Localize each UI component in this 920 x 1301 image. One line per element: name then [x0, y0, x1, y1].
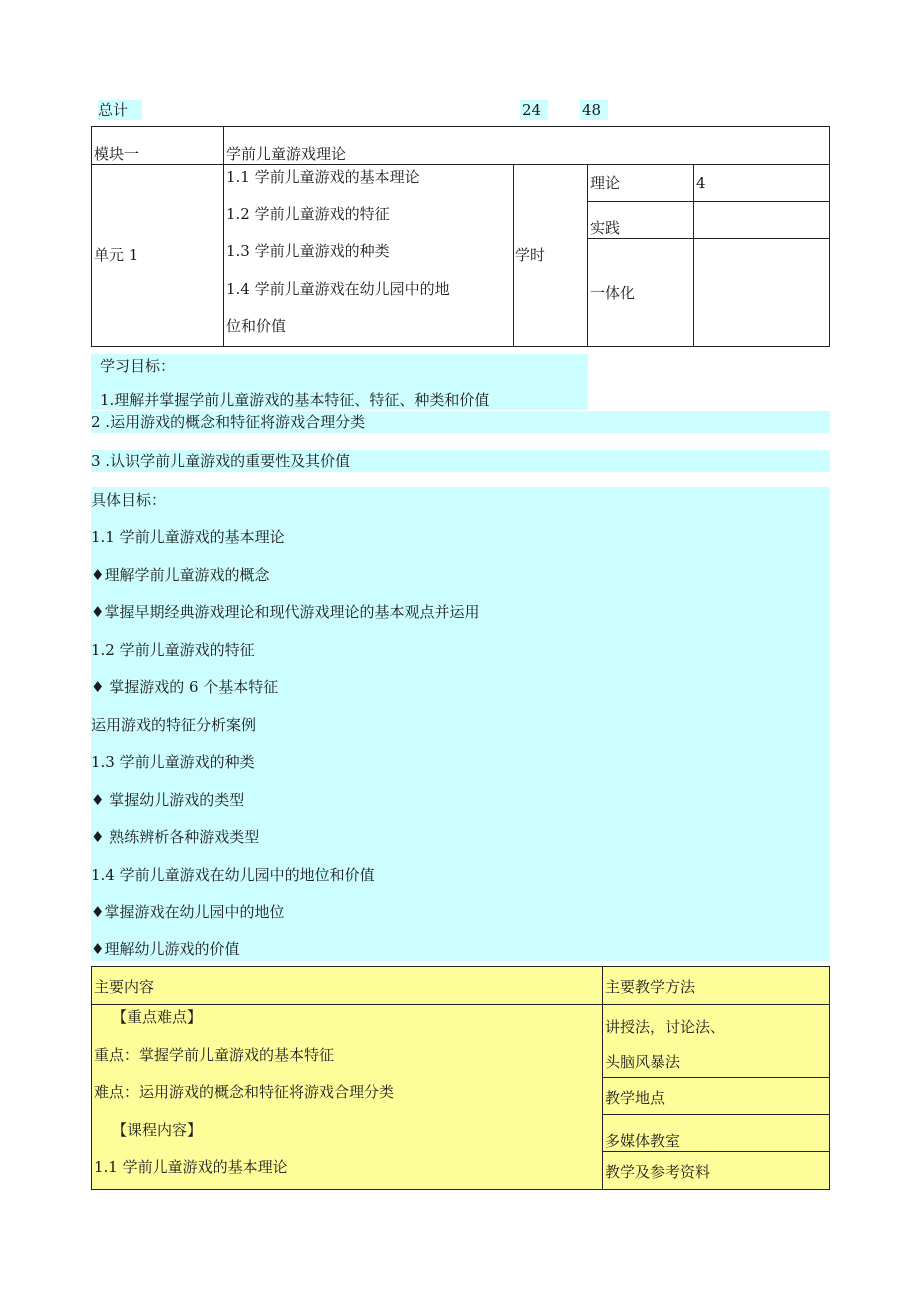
type-label: 一体化 — [590, 284, 636, 302]
specific-goal-line: ♦掌握游戏在幼儿园中的地位 — [91, 903, 285, 921]
specific-goal-line: ♦ 掌握幼儿游戏的类型 — [91, 791, 245, 809]
content-table — [91, 966, 830, 1190]
unit-item: 1.3 学前儿童游戏的种类 — [226, 242, 390, 260]
specific-goal-line: 1.3 学前儿童游戏的种类 — [91, 753, 255, 771]
key-point: 重点：掌握学前儿童游戏的基本特征 — [94, 1046, 335, 1064]
type-cell-theory — [588, 165, 694, 202]
content-body-cell — [92, 1005, 603, 1189]
unit-items-cell — [224, 165, 514, 346]
methods-cell — [603, 1005, 829, 1078]
learning-goal-item: 3 .认识学前儿童游戏的重要性及其价值 — [91, 452, 351, 470]
type-label: 理论 — [590, 174, 621, 192]
method-header-cell — [603, 967, 829, 1005]
value-cell-theory — [694, 165, 829, 202]
specific-goal-line: ♦ 熟练辨析各种游戏类型 — [91, 828, 260, 846]
location-value: 多媒体教室 — [605, 1132, 681, 1150]
specific-goal-line: ♦理解学前儿童游戏的概念 — [91, 566, 270, 584]
hours-label: 学时 — [515, 246, 546, 264]
specific-goals-heading: 具体目标： — [91, 491, 167, 509]
key-points-heading: 【重点难点】 — [112, 1008, 203, 1026]
course-content-heading: 【课程内容】 — [112, 1121, 203, 1139]
module-title: 学前儿童游戏理论 — [226, 145, 347, 163]
specific-goal-line: ♦掌握早期经典游戏理论和现代游戏理论的基本观点并运用 — [91, 603, 480, 621]
unit-label: 单元 1 — [94, 246, 139, 264]
specific-goal-line: 运用游戏的特征分析案例 — [91, 716, 257, 734]
value-cell-integrated — [694, 239, 829, 346]
content-header: 主要内容 — [94, 978, 155, 996]
learning-goal-item: 1.理解并掌握学前儿童游戏的基本特征、特征、种类和价值 — [100, 391, 490, 409]
type-cell-integrated — [588, 239, 694, 346]
unit-item: 1.1 学前儿童游戏的基本理论 — [226, 168, 420, 186]
unit-item: 1.2 学前儿童游戏的特征 — [226, 205, 390, 223]
summary-value-2: 48 — [580, 100, 608, 120]
learning-goals-heading: 学习目标： — [100, 357, 176, 375]
specific-goal-line: ♦ 掌握游戏的 6 个基本特征 — [91, 678, 279, 696]
unit-item: 位和价值 — [226, 317, 287, 335]
module-label-cell — [92, 127, 224, 165]
learning-goal-item: 2 .运用游戏的概念和特征将游戏合理分类 — [91, 413, 366, 431]
summary-label: 总计 — [98, 100, 142, 120]
location-label-cell — [603, 1078, 829, 1115]
methods-line: 讲授法，讨论法、 — [605, 1018, 726, 1036]
location-label: 教学地点 — [605, 1089, 666, 1107]
specific-goal-line: 1.4 学前儿童游戏在幼儿园中的地位和价值 — [91, 866, 375, 884]
course-item: 1.1 学前儿童游戏的基本理论 — [94, 1158, 288, 1176]
hours-label-cell — [514, 165, 588, 346]
references-cell — [603, 1152, 829, 1189]
difficulty-point: 难点：运用游戏的概念和特征将游戏合理分类 — [94, 1083, 395, 1101]
references-label: 教学及参考资料 — [605, 1163, 711, 1181]
module-table — [91, 126, 830, 347]
module-label: 模块一 — [94, 145, 140, 163]
methods-line: 头脑风暴法 — [605, 1053, 681, 1071]
specific-goal-line: ♦理解幼儿游戏的价值 — [91, 940, 240, 958]
value-cell-practice — [694, 202, 829, 239]
content-header-cell — [92, 967, 603, 1005]
location-value-cell — [603, 1115, 829, 1152]
specific-goal-line: 1.2 学前儿童游戏的特征 — [91, 641, 255, 659]
type-value: 4 — [696, 174, 706, 192]
module-title-cell — [224, 127, 829, 165]
type-label: 实践 — [590, 219, 621, 237]
specific-goal-line: 1.1 学前儿童游戏的基本理论 — [91, 528, 285, 546]
summary-value-1: 24 — [520, 100, 548, 120]
unit-item: 1.4 学前儿童游戏在幼儿园中的地 — [226, 280, 450, 298]
unit-label-cell — [92, 165, 224, 346]
type-cell-practice — [588, 202, 694, 239]
method-header: 主要教学方法 — [605, 978, 696, 996]
